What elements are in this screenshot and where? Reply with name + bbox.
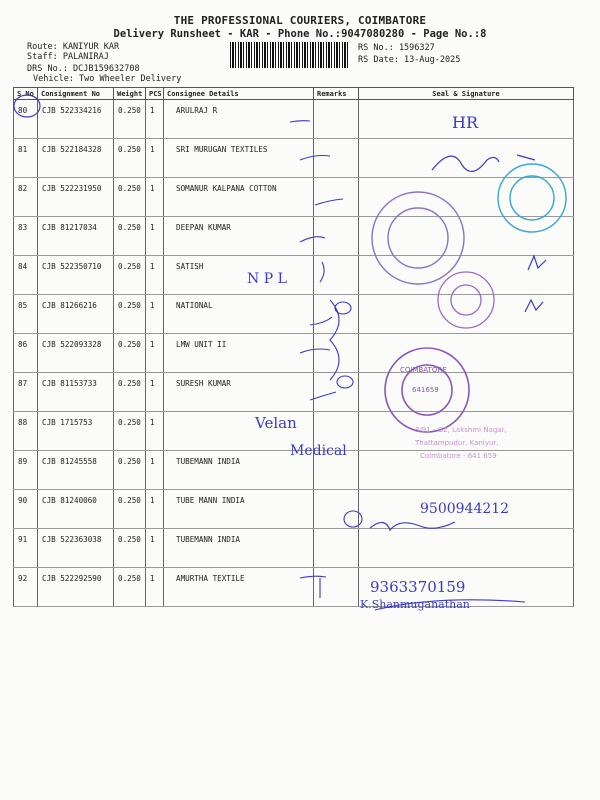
address-line-2: Thattampudur, Kaniyur,	[415, 439, 499, 447]
row-pcs: 1	[146, 412, 164, 451]
table-row	[14, 334, 574, 373]
row-remarks	[314, 412, 359, 451]
row-consignment-no: CJB 81240060	[38, 490, 114, 529]
row-pcs: 1	[146, 373, 164, 412]
header-consignee: Consignee Details	[164, 88, 314, 100]
row-consignment-no: CJB 81266216	[38, 295, 114, 334]
row-remarks	[314, 451, 359, 490]
company-title: THE PROFESSIONAL COURIERS, COIMBATORE	[173, 14, 427, 27]
row-pcs: 1	[146, 100, 164, 139]
row-consignee	[164, 412, 314, 451]
rs-number: RS No.: 1596327	[358, 43, 435, 53]
row-signature	[359, 295, 574, 334]
row-pcs: 1	[146, 256, 164, 295]
row-weight: 0.250	[114, 373, 146, 412]
row-sno: 90	[14, 490, 38, 529]
row-weight: 0.250	[114, 100, 146, 139]
runsheet-subtitle: Delivery Runsheet - KAR - Phone No.:9047080280 - Page No.:8	[113, 28, 487, 40]
address-line-1: 3/91 - G2, Lakshmi Nagar,	[415, 426, 507, 434]
barcode	[230, 42, 350, 68]
row-consignee: AMURTHA TEXTILE	[164, 568, 314, 607]
row-weight: 0.250	[114, 490, 146, 529]
table-row	[14, 217, 574, 256]
row-consignee: SATISH	[164, 256, 314, 295]
row-consignment-no: CJB 81217034	[38, 217, 114, 256]
row-signature	[359, 178, 574, 217]
handwritten-medical: Medical	[290, 443, 347, 459]
table-row	[14, 139, 574, 178]
row-consignee: ARULRAJ R	[164, 100, 314, 139]
row-weight: 0.250	[114, 217, 146, 256]
row-consignee: TUBE MANN INDIA	[164, 490, 314, 529]
row-consignment-no: CJB 1715753	[38, 412, 114, 451]
row-sno: 82	[14, 178, 38, 217]
row-remarks	[314, 529, 359, 568]
header-pcs: PCS	[146, 88, 164, 100]
table-row	[14, 529, 574, 568]
row-pcs: 1	[146, 334, 164, 373]
row-pcs: 1	[146, 217, 164, 256]
row-remarks	[314, 334, 359, 373]
row-sno: 89	[14, 451, 38, 490]
route-label: Route: KANIYUR KAR	[27, 42, 120, 52]
drs-number: DRS No.: DCJB159632708	[27, 64, 140, 74]
row-pcs: 1	[146, 451, 164, 490]
header-consignment: Consignment No	[38, 88, 114, 100]
handwritten-phone-2: 9363370159	[370, 578, 466, 596]
row-consignee: SURESH KUMAR	[164, 373, 314, 412]
row-pcs: 1	[146, 490, 164, 529]
row-sno: 91	[14, 529, 38, 568]
row-sno: 81	[14, 139, 38, 178]
table-row	[14, 178, 574, 217]
row-remarks	[314, 178, 359, 217]
row-consignee: TUBEMANN INDIA	[164, 529, 314, 568]
row-remarks	[314, 373, 359, 412]
row-sno: 92	[14, 568, 38, 607]
table-row	[14, 100, 574, 139]
row-signature	[359, 139, 574, 178]
row-signature	[359, 451, 574, 490]
row-signature	[359, 412, 574, 451]
row-consignment-no: CJB 522350710	[38, 256, 114, 295]
header-seal: Seal & Signature	[359, 88, 574, 100]
table-row	[14, 295, 574, 334]
row-weight: 0.250	[114, 139, 146, 178]
row-weight: 0.250	[114, 295, 146, 334]
row-consignment-no: CJB 522231950	[38, 178, 114, 217]
row-consignee: SRI MURUGAN TEXTILES	[164, 139, 314, 178]
row-consignee: SOMANUR KALPANA COTTON	[164, 178, 314, 217]
row-signature	[359, 334, 574, 373]
table-header-row	[14, 88, 574, 100]
row-remarks	[314, 217, 359, 256]
header-sno: S No	[14, 88, 38, 100]
rs-date: RS Date: 13-Aug-2025	[358, 55, 461, 65]
row-signature	[359, 529, 574, 568]
row-consignee: NATIONAL	[164, 295, 314, 334]
row-pcs: 1	[146, 295, 164, 334]
row-sno: 88	[14, 412, 38, 451]
row-consignment-no: CJB 522184328	[38, 139, 114, 178]
row-consignment-no: CJB 522334216	[38, 100, 114, 139]
row-remarks	[314, 256, 359, 295]
header-weight: Weight	[114, 88, 146, 100]
table-row	[14, 490, 574, 529]
row-sno: 87	[14, 373, 38, 412]
handwritten-npl: N P L	[247, 271, 287, 287]
handwritten-velan: Velan	[255, 414, 297, 432]
row-remarks	[314, 100, 359, 139]
row-weight: 0.250	[114, 451, 146, 490]
handwritten-hr: HR	[452, 113, 478, 132]
row-consignee: DEEPAN KUMAR	[164, 217, 314, 256]
row-consignment-no: CJB 522292590	[38, 568, 114, 607]
row-sno: 86	[14, 334, 38, 373]
runsheet-table	[13, 87, 574, 607]
row-sno: 80	[14, 100, 38, 139]
row-weight: 0.250	[114, 568, 146, 607]
table-row	[14, 256, 574, 295]
row-pcs: 1	[146, 568, 164, 607]
row-signature	[359, 490, 574, 529]
row-signature	[359, 217, 574, 256]
row-weight: 0.250	[114, 334, 146, 373]
row-signature	[359, 568, 574, 607]
row-consignment-no: CJB 81245558	[38, 451, 114, 490]
lakshmi-stamp-text: COIMBATORE	[400, 366, 447, 374]
header-remarks: Remarks	[314, 88, 359, 100]
table-row	[14, 568, 574, 607]
handwritten-receiver-name: K.Shanmuganathan	[360, 598, 470, 611]
row-weight: 0.250	[114, 412, 146, 451]
table-row	[14, 412, 574, 451]
lakshmi-stamp-pin: 641659	[412, 386, 439, 394]
row-remarks	[314, 568, 359, 607]
row-consignee: LMW UNIT II	[164, 334, 314, 373]
row-remarks	[314, 139, 359, 178]
row-consignment-no: CJB 522093328	[38, 334, 114, 373]
row-consignment-no: CJB 522363038	[38, 529, 114, 568]
row-weight: 0.250	[114, 256, 146, 295]
table-row	[14, 451, 574, 490]
row-consignee: TUBEMANN INDIA	[164, 451, 314, 490]
row-remarks	[314, 490, 359, 529]
row-sno: 85	[14, 295, 38, 334]
row-weight: 0.250	[114, 178, 146, 217]
row-signature	[359, 256, 574, 295]
vehicle-label: Vehicle: Two Wheeler Delivery	[33, 74, 182, 84]
address-line-3: Coimbatore - 641 659	[420, 452, 497, 460]
handwritten-phone-1: 9500944212	[420, 501, 510, 517]
row-consignment-no: CJB 81153733	[38, 373, 114, 412]
row-signature	[359, 373, 574, 412]
row-weight: 0.250	[114, 529, 146, 568]
table-row	[14, 373, 574, 412]
row-remarks	[314, 295, 359, 334]
row-signature	[359, 100, 574, 139]
row-sno: 83	[14, 217, 38, 256]
row-sno: 84	[14, 256, 38, 295]
row-pcs: 1	[146, 139, 164, 178]
staff-label: Staff: PALANIRAJ	[27, 52, 109, 62]
row-pcs: 1	[146, 178, 164, 217]
row-pcs: 1	[146, 529, 164, 568]
